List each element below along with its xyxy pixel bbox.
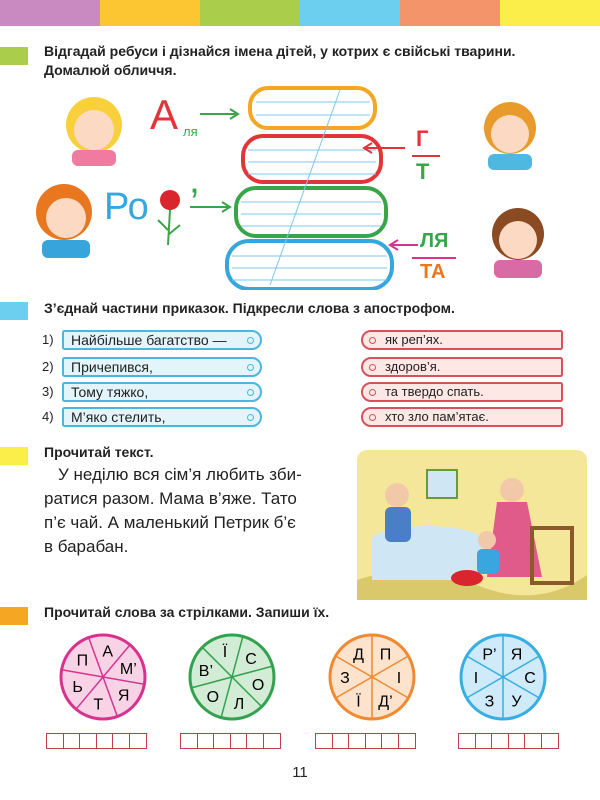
answer-cell[interactable] (348, 733, 366, 749)
wheel-letter: Ї (356, 693, 361, 711)
answer-cell[interactable] (79, 733, 97, 749)
boy-redhead-face (36, 184, 92, 258)
answer-cell[interactable] (458, 733, 476, 749)
wheel-letter: У (511, 693, 522, 711)
answer-cells[interactable] (458, 733, 557, 749)
wheel-letter: Ь (72, 679, 83, 697)
proverb-number: 3) (42, 384, 54, 399)
wheel-letter: С (245, 650, 257, 668)
proverb-start-text: Тому тяжко, (71, 384, 149, 400)
answer-cell[interactable] (63, 733, 81, 749)
answer-cells[interactable] (315, 733, 414, 749)
answer-cell[interactable] (508, 733, 526, 749)
task-marker (0, 47, 28, 65)
letter-wheels (0, 625, 600, 730)
answer-cell[interactable] (524, 733, 542, 749)
wheel-letter: О (206, 689, 220, 707)
rebus-la: ЛЯ (420, 230, 449, 252)
poppy-icon (158, 190, 180, 245)
proverb-start-box[interactable] (62, 382, 262, 402)
proverb-number: 2) (42, 359, 54, 374)
wheel-letter: О (251, 676, 265, 694)
proverb-end-text: як реп’ях. (385, 332, 443, 347)
connector-dot[interactable] (247, 337, 254, 344)
task2-instruction: З’єднай частини приказок. Підкресли слова з апострофом. (44, 300, 455, 316)
text-line: У неділю вся сім’я любить зби- (58, 465, 302, 484)
rebus-ta: ТА (420, 261, 446, 283)
answer-cell[interactable] (475, 733, 493, 749)
answer-cell[interactable] (46, 733, 64, 749)
letter-wheel (330, 635, 414, 719)
proverb-number: 1) (42, 332, 54, 347)
connector-dot[interactable] (247, 364, 254, 371)
letter-wheel (190, 635, 274, 719)
answer-cell[interactable] (541, 733, 559, 749)
text-line: п’є чай. А маленький Петрик б’є (44, 513, 296, 532)
answer-cell[interactable] (180, 733, 198, 749)
reading-text (44, 463, 349, 559)
answer-cells[interactable] (46, 733, 145, 749)
wheel-letter: Я (117, 687, 130, 705)
rebus-t: Т (416, 159, 430, 184)
proverb-start-box[interactable] (62, 330, 262, 350)
answer-cell[interactable] (129, 733, 147, 749)
task-marker (0, 447, 28, 465)
wheel-letter: Я (510, 646, 523, 664)
proverb-start-text: Найбільше багатство — (71, 332, 227, 348)
answer-cell[interactable] (263, 733, 281, 749)
proverb-end-box[interactable] (361, 330, 563, 350)
proverb-end-box[interactable] (361, 407, 563, 427)
letter-wheel (61, 635, 145, 719)
color-stripe (0, 0, 600, 26)
task4-instruction: Прочитай слова за стрілками. Запиши їх. (44, 604, 330, 620)
answer-cell[interactable] (197, 733, 215, 749)
wheel-letter: Д (353, 646, 364, 664)
page-number: 11 (292, 764, 308, 781)
rebus-small-la: ля (183, 124, 198, 139)
proverb-end-box[interactable] (361, 357, 563, 377)
rebus-g: Г (416, 126, 429, 151)
connector-dot[interactable] (369, 389, 376, 396)
answer-cells[interactable] (180, 733, 279, 749)
proverb-number: 4) (42, 409, 54, 424)
wheel-letter: С (524, 670, 536, 687)
family-illustration (357, 450, 587, 600)
wheel-letter: Р’ (482, 646, 497, 664)
connector-dot[interactable] (369, 414, 376, 421)
wheel-letter: З (340, 670, 350, 687)
text-line: ратися разом. Мама в’яже. Тато (44, 489, 297, 508)
answer-cell[interactable] (381, 733, 399, 749)
answer-cell[interactable] (96, 733, 114, 749)
wheel-letter: П (379, 646, 392, 664)
wheel-letter: Л (233, 696, 245, 714)
answer-cell[interactable] (315, 733, 333, 749)
proverb-end-text: здоров’я. (385, 359, 441, 374)
wheel-letter: Ї (222, 643, 228, 661)
rebus-illustration (0, 80, 600, 290)
connector-dot[interactable] (247, 414, 254, 421)
rebus-apostrophe: ’ (190, 181, 199, 225)
wheel-letter: Т (93, 696, 104, 714)
connector-dot[interactable] (369, 364, 376, 371)
letter-wheel (461, 635, 545, 719)
answer-cell[interactable] (112, 733, 130, 749)
connector-dot[interactable] (369, 337, 376, 344)
connector-dot[interactable] (247, 389, 254, 396)
answer-cell[interactable] (230, 733, 248, 749)
wheel-letter: Д’ (378, 693, 393, 711)
task-marker (0, 302, 28, 320)
proverb-start-text: М’яко стелить, (71, 409, 166, 425)
rebus-letter-a: А (150, 91, 179, 138)
girl-brunette-face (492, 208, 544, 278)
boy-brown-face (484, 102, 536, 170)
proverb-end-text: та твердо спать. (385, 384, 484, 399)
answer-cell[interactable] (332, 733, 350, 749)
rebus-ro: Ро (104, 186, 149, 228)
wheel-letter: В’ (198, 663, 214, 681)
wheel-letter: П (76, 652, 89, 670)
proverb-start-text: Причепився, (71, 359, 153, 375)
wheel-letter: І (473, 670, 479, 687)
answer-cell[interactable] (491, 733, 509, 749)
wheel-letter: З (484, 693, 495, 711)
answer-cell[interactable] (398, 733, 416, 749)
proverb-start-box[interactable] (62, 407, 262, 427)
wheel-letter: А (102, 643, 114, 661)
task3-instruction: Прочитай текст. (44, 444, 154, 460)
answer-cell[interactable] (246, 733, 264, 749)
text-line: в барабан. (44, 537, 129, 556)
proverb-end-text: хто зло пам’ятає. (385, 409, 489, 424)
wheel-letter: І (396, 670, 402, 687)
proverb-start-box[interactable] (62, 357, 262, 377)
answer-cell[interactable] (365, 733, 383, 749)
task1-instruction: Відгадай ребуси і дізнайся імена дітей, у котрих є свійські тварини. Домалюй обличчя. (44, 43, 516, 78)
task-marker (0, 607, 28, 625)
girl-blonde-face (66, 97, 122, 166)
proverb-end-box[interactable] (361, 382, 563, 402)
wheel-letter: М’ (119, 660, 137, 678)
answer-cell[interactable] (213, 733, 231, 749)
